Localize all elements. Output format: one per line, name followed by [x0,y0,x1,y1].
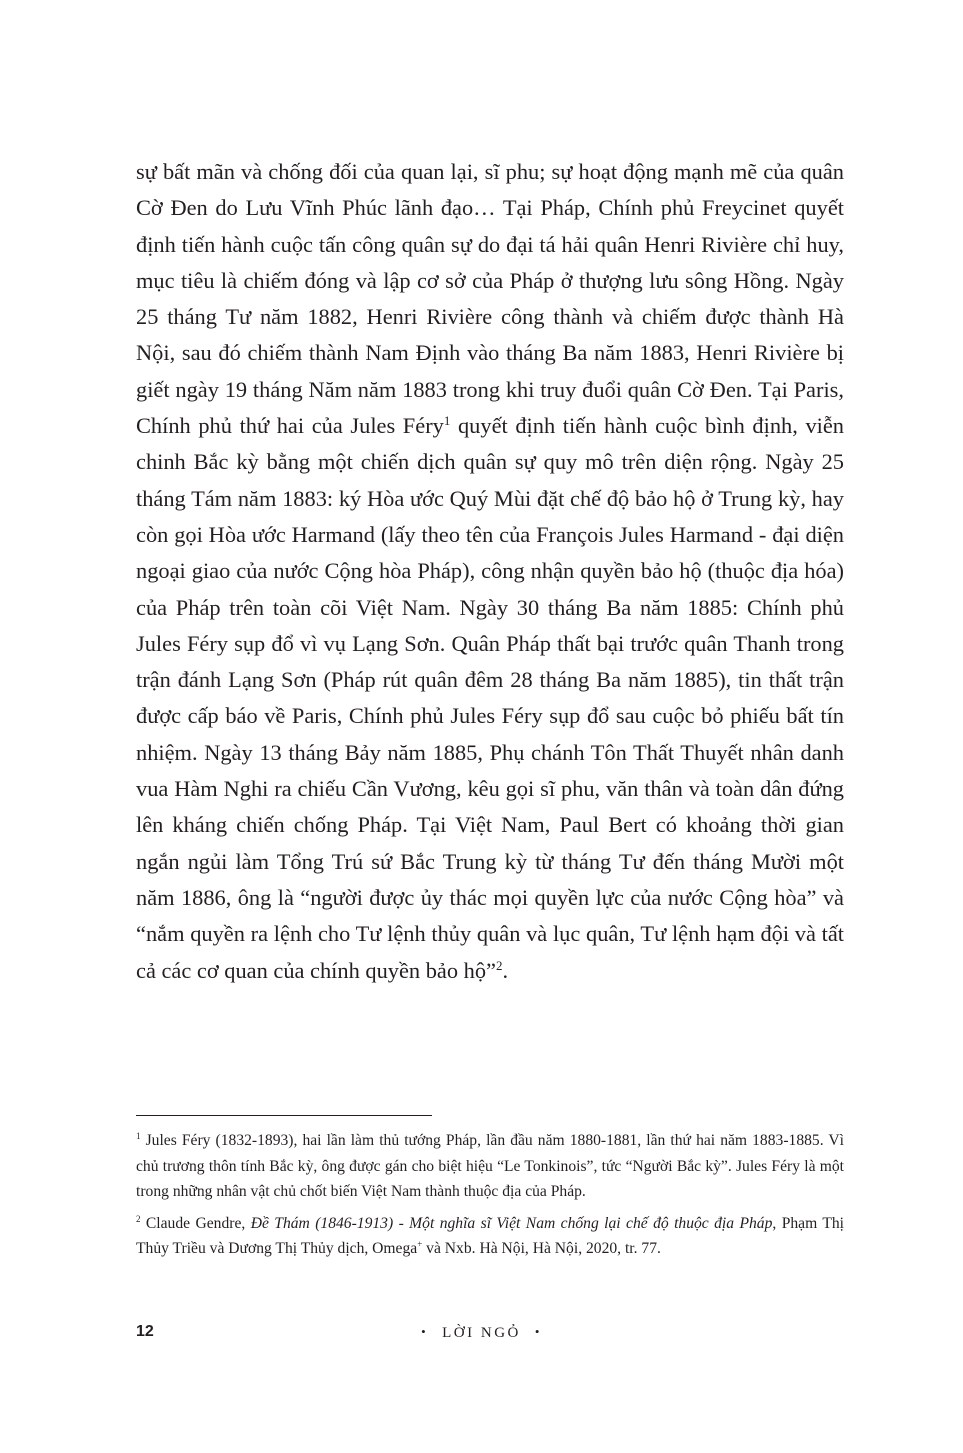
footnote-2-author: Claude Gendre, [145,1214,251,1232]
footnotes-section [136,1128,844,1268]
footnote-2-plus: + [417,1239,423,1249]
footnote-1-marker: 1 [136,1131,141,1141]
body-paragraph [136,154,844,989]
body-text-part-1: sự bất mãn và chống đối của quan lại, sĩ phu; sự hoạt động mạnh mẽ của quân Cờ Đen do Lưu Vĩnh Phúc lãnh đạo… Tại Pháp, Chính phủ Freycinet quyết định tiến hành cuộc tấn công quân sự do đại tá hải quân Henri Rivière chỉ huy, mục tiêu là chiếm đóng và lập cơ sở của Pháp ở thượng lưu sông Hồng. Ngày 25 tháng Tư năm 1882, Henri Rivière công thành và chiếm được thành Hà Nội, sau đó chiếm thành Nam Định vào tháng Ba năm 1883, Henri Rivière bị giết ngày 19 tháng Năm năm 1883 trong khi truy đuổi quân Cờ Đen. Tại Paris, Chính phủ thứ hai của Jules Féry [136,159,844,439]
body-text-part-2: quyết định tiến hành cuộc bình định, viễn chinh Bắc kỳ bằng một chiến dịch quân sự quy mô trên diện rộng. Ngày 25 tháng Tám năm 1883: ký Hòa ước Quý Mùi đặt chế độ bảo hộ ở Trung kỳ, hay còn gọi Hòa ước Harmand (lấy theo tên của François Jules Harmand - đại diện ngoại giao của nước Cộng hòa Pháp), công nhận quyền bảo hộ (thuộc địa hóa) của Pháp trên toàn cõi Việt Nam. Ngày 30 tháng Ba năm 1885: Chính phủ Jules Féry sụp đổ vì vụ Lạng Sơn. Quân Pháp thất bại trước quân Thanh trong trận đánh Lạng Sơn (Pháp rút quân đêm 28 tháng Ba năm 1885), tin thất trận được cấp báo về Paris, Chính phủ Jules Féry sụp đổ sau cuộc bỏ phiếu bất tín nhiệm. Ngày 13 tháng Bảy năm 1885, Phụ chánh Tôn Thất Thuyết nhân danh vua Hàm Nghi ra chiếu Cần Vương, kêu gọi sĩ phu, văn thân và toàn dân đứng lên kháng chiến chống Pháp. Tại Việt Nam, Paul Bert có khoảng thời gian ngắn ngủi làm Tổng Trú sứ Bắc Trung kỳ từ tháng Tư đến tháng Mười một năm 1886, ông là “người được ủy thác mọi quyền lực của nước Cộng hòa” và “nắm quyền ra lệnh cho Tư lệnh thủy quân và lục quân, Tư lệnh hạm đội và tất cả các cơ quan của chính quyền bảo hộ” [136,413,844,983]
body-text-end: . [502,957,509,983]
footnote-ref-2[interactable]: 2 [495,957,503,973]
footnote-ref-1[interactable]: 1 [443,413,451,429]
footnote-2-title: Đề Thám (1846-1913) - Một nghĩa sĩ Việt Nam chống lại chế độ thuộc địa Pháp [250,1214,773,1232]
page-number: 12 [136,1323,154,1340]
footnote-1 [136,1128,844,1205]
bullet-left: • [421,1324,429,1339]
footnote-2-tail: và Nxb. Hà Nội, Hà Nội, 2020, tr. 77. [422,1240,661,1257]
footnote-separator [136,1115,432,1116]
footnote-2 [136,1211,844,1262]
bullet-right: • [534,1324,542,1339]
running-footer [0,1320,963,1345]
footnote-2-publisher: , Phạm Thị Thủy Triều và Dương Thị Thủy dịch, Omega [136,1214,844,1257]
main-text-block [136,154,844,989]
running-title: LỜI NGỎ [442,1325,521,1341]
footnote-2-marker: 2 [136,1213,141,1224]
footnote-1-text: Jules Féry (1832-1893), hai lần làm thủ tướng Pháp, lần đầu năm 1880-1881, lần thứ hai năm 1883-1885. Vì chủ trương thôn tính Bắc kỳ, ông được gán cho biệt hiệu “Le Tonkinois”, tức “Người Bắc kỳ”. Jules Féry là một trong những nhân vật chủ chốt biến Việt Nam thành thuộc địa của Pháp. [136,1132,844,1200]
